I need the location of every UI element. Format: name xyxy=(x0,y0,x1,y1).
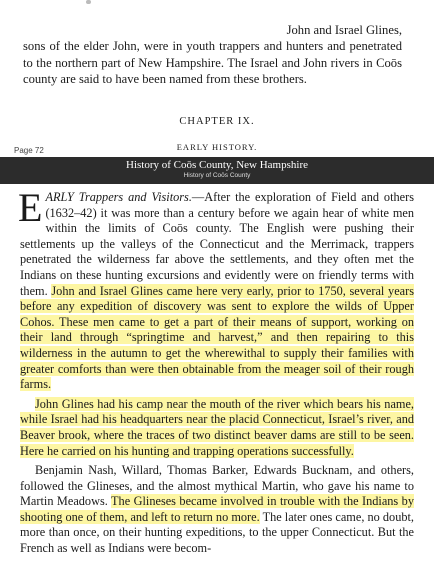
top-edge xyxy=(0,0,434,6)
paragraph-1 xyxy=(18,185,414,393)
page-label: Page 72 xyxy=(14,146,44,155)
drop-cap: E xyxy=(18,185,43,230)
previous-page-line1: John and Israel Glines, xyxy=(286,23,402,37)
highlighted-passage-1: John and Israel Glines came here very early, prior to 1750, several years before any expedition of discovery was sent to explore the wilds of Upper Cohos. These men came to get a part of their means of support, working on their land through “springtime and harvest,” and then repairing to this wilderness in the autumn to get the wherewithal to supply their families with greater comforts than were then obtainable from the meager soil of their rough farms. xyxy=(20,283,414,392)
page-banner xyxy=(0,157,434,184)
paragraph-1-text: —After the exploration of Field and others (1632–42) it was more than a century before we again hear of white men within the limits of Coōs county. The English were pushing their settlements up the valleys of the Connecticut and the Merrimack, trappers penetrated the wilderness far above the settlements, and they often met the Indians on these hunting excursions and evidently were on friendly terms with them. xyxy=(20,190,414,298)
highlighted-passage-3: The Glineses became involved in trouble with the Indians by shooting one of them, and left to return no more. xyxy=(20,494,414,524)
paragraph-2 xyxy=(20,397,414,459)
previous-page-text xyxy=(0,22,434,88)
banner-title: History of Coōs County, New Hampshire xyxy=(126,159,308,171)
previous-page-rest: sons of the elder John, were in youth trappers and hunters and penetrated to the northern part of New Hampshire. The Israel and John rivers in Coōs county are said to have been named from these brothers. xyxy=(23,39,402,87)
paragraph-3 xyxy=(20,463,414,557)
page-body xyxy=(18,185,414,561)
paragraph-3-text-a: Benjamin Nash, Willard, Thomas Barker, Edwards Bucknam, and others, followed the Glineses, and the almost mythical Martin, who gave his name to Martin Meadows. xyxy=(20,463,414,509)
previous-page-fragment xyxy=(0,22,434,88)
highlighted-passage-2: John Glines had his camp near the mouth of the river which bears his name, while Israel had his headquarters near the placid Connecticut, Israel’s river, and Beaver brook, where the traces of two distinct beaver dams are still to be seen. Here he carried on his hunting and trapping operations successfully. xyxy=(20,396,414,458)
chapter-subheading: EARLY HISTORY. xyxy=(176,142,258,152)
banner-subtitle: History of Coōs County xyxy=(183,172,251,179)
section-lead: ARLY Trappers and Visitors. xyxy=(45,190,192,204)
chapter-heading: CHAPTER IX. xyxy=(179,116,255,127)
paragraph-3-text-b: The later ones came, no doubt, more than once, on their hunting expeditions, to the upper Connecticut. But the French as well as Indians were becom- xyxy=(20,509,414,556)
scan-mark xyxy=(86,0,91,4)
